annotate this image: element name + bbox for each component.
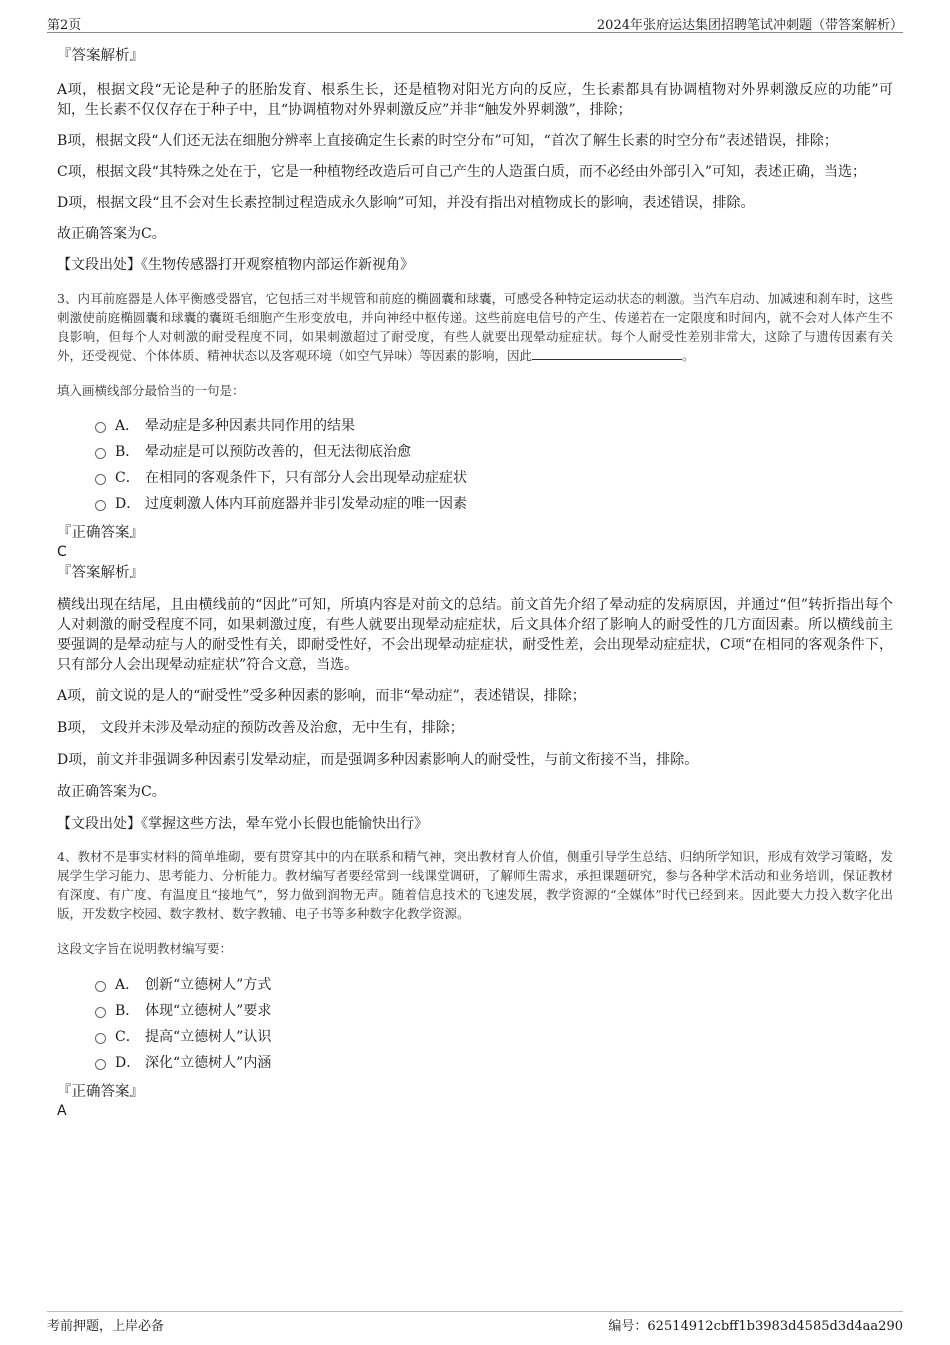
q2-analysis-label: 『答案解析』 [57,48,144,64]
q4-option-d[interactable]: D． 深化“立德树人”内涵 [95,1050,893,1076]
q3-option-b[interactable]: B． 晕动症是可以预防改善的，但无法彻底治愈 [95,439,893,465]
q3-option-c[interactable]: C． 在相同的客观条件下，只有部分人会出现晕动症症状 [95,465,893,491]
question-3 [57,289,893,834]
radio-icon[interactable] [95,981,106,992]
page-footer [47,1311,903,1335]
page-number: 第2页 [47,18,82,33]
radio-icon[interactable] [95,1033,106,1044]
q4-answer-label: 『正确答案』 [57,1084,144,1100]
q3-analysis-d: D项，前文并非强调多种因素引发晕动症，而是强调多种因素影响人的耐受性，与前文衔接不当，排除。 [57,752,699,768]
q4-stem: 4、教材不是事实材料的简单堆砌，要有贯穿其中的内在联系和精气神，突出教材育人价值，侧重引导学生总结、归纳所学知识，形成有效学习策略，发展学生学习能力、思考能力、分析能力。教材编写者要经常到一线课堂调研，了解师生需求，承担课题研究，参与各种学术活动和业务培训，保证教材有深度、有广度、有温度且“接地气”，努力做到润物无声。随着信息技术的飞速发展，教学资源的“全媒体”时代已经到来。因此要大力投入数字化出版，开发数字校园、数字教材、数字教辅、电子书等多种数字化教学资源。 [57,849,893,921]
footer-slogan: 考前押题，上岸必备 [47,1319,165,1334]
q3-number: 3、 [57,291,78,306]
q4-options [57,972,893,1076]
q4-number: 4、 [57,849,78,864]
q3-option-a[interactable]: A． 晕动症是多种因素共同作用的结果 [95,413,893,439]
main-content [57,46,893,1120]
q4-option-a[interactable]: A． 创新“立德树人”方式 [95,972,893,998]
radio-icon[interactable] [95,1059,106,1070]
radio-icon[interactable] [95,422,106,433]
q3-analysis: 横线出现在结尾，且由横线前的“因此”可知，所填内容是对前文的总结。前文首先介绍了晕动症的发病原因，并通过“但”转折指出每个人对刺激的耐受程度不同，如果刺激过度，有些人就要出现晕动症症状，后文具体介绍了影响人的耐受性的几方面因素。所以横线前主要强调的是晕动症与人的耐受性有关，即耐受性好，不会出现晕动症症状，耐受性差，会出现晕动症症状，C项“在相同的客观条件下，只有部分人会出现晕动症症状”符合文意，当选。 [57,597,893,673]
q3-blank [532,347,682,360]
q2-analysis-b: B项，根据文段“人们还无法在细胞分辨率上直接确定生长素的时空分布”可知，“首次了解生长素的时空分布”表述错误，排除； [57,133,838,149]
page-header [47,14,903,33]
q3-option-d[interactable]: D． 过度刺激人体内耳前庭器并非引发晕动症的唯一因素 [95,491,893,517]
q4-option-b[interactable]: B． 体现“立德树人”要求 [95,998,893,1024]
q3-stem: 3、内耳前庭器是人体平衡感受器官，它包括三对半规管和前庭的椭圆囊和球囊，可感受各种特定运动状态的刺激。当汽车启动、加减速和刹车时，这些刺激使前庭椭圆囊和球囊的囊斑毛细胞产生形变放电，并向神经中枢传递。这些前庭电信号的产生、传递若在一定限度和时间内，就不会对人体产生不良影响，但每个人对刺激的耐受程度不同，如果刺激超过了耐受度，有些人就要出现晕动症症状。每个人耐受性差别非常大，这除了与遗传因素有关外，还受视觉、个体体质、精神状态以及客观环境（如空气异味）等因素的影响，因此 。 [57,291,893,363]
q3-final-answer: 故正确答案为C。 [57,784,166,800]
document-id: 编号：62514912cbff1b3983d4585d3d4aa290 [608,1319,903,1334]
q2-analysis-a: A项，根据文段“无论是种子的胚胎发育、根系生长，还是植物对阳光方向的反应，生长素都具有协调植物对外界刺激反应的功能”可知，生长素不仅仅存在于种子中，且“协调植物对外界刺激反应”并非“触发外界刺激”，排除； [57,82,893,118]
radio-icon[interactable] [95,474,106,485]
q3-analysis-b: B项， 文段并未涉及晕动症的预防改善及治愈，无中生有，排除； [57,720,464,736]
q3-source: 【文段出处】《掌握这些方法，晕车党小长假也能愉快出行》 [57,816,428,832]
q3-prompt: 填入画横线部分最恰当的一句是： [57,383,245,398]
document-title: 2024年张府运达集团招聘笔试冲刺题（带答案解析） [596,18,903,33]
q4-prompt: 这段文字旨在说明教材编写要： [57,941,233,956]
radio-icon[interactable] [95,1007,106,1018]
q2-source: 【文段出处】《生物传感器打开观察植物内部运作新视角》 [57,257,414,273]
radio-icon[interactable] [95,448,106,459]
q2-analysis-c: C项，根据文段“其特殊之处在于，它是一种植物经改造后可自己产生的人造蛋白质，而不必经由外部引入”可知，表述正确，当选； [57,164,867,180]
q2-final-answer: 故正确答案为C。 [57,226,166,242]
q2-analysis-d: D项，根据文段“且不会对生长素控制过程造成永久影响”可知，并没有指出对植物成长的影响，表述错误，排除。 [57,195,755,211]
q3-analysis-label: 『答案解析』 [57,565,144,581]
radio-icon[interactable] [95,500,106,511]
q4-answer: A [57,1103,67,1119]
question-4 [57,847,893,1120]
q3-analysis-a: A项，前文说的是人的“耐受性”受多种因素的影响，而非“晕动症”，表述错误，排除； [57,688,586,704]
q3-options [57,413,893,517]
q3-answer-label: 『正确答案』 [57,525,144,541]
q3-answer: C [57,544,67,560]
q4-option-c[interactable]: C． 提高“立德树人”认识 [95,1024,893,1050]
